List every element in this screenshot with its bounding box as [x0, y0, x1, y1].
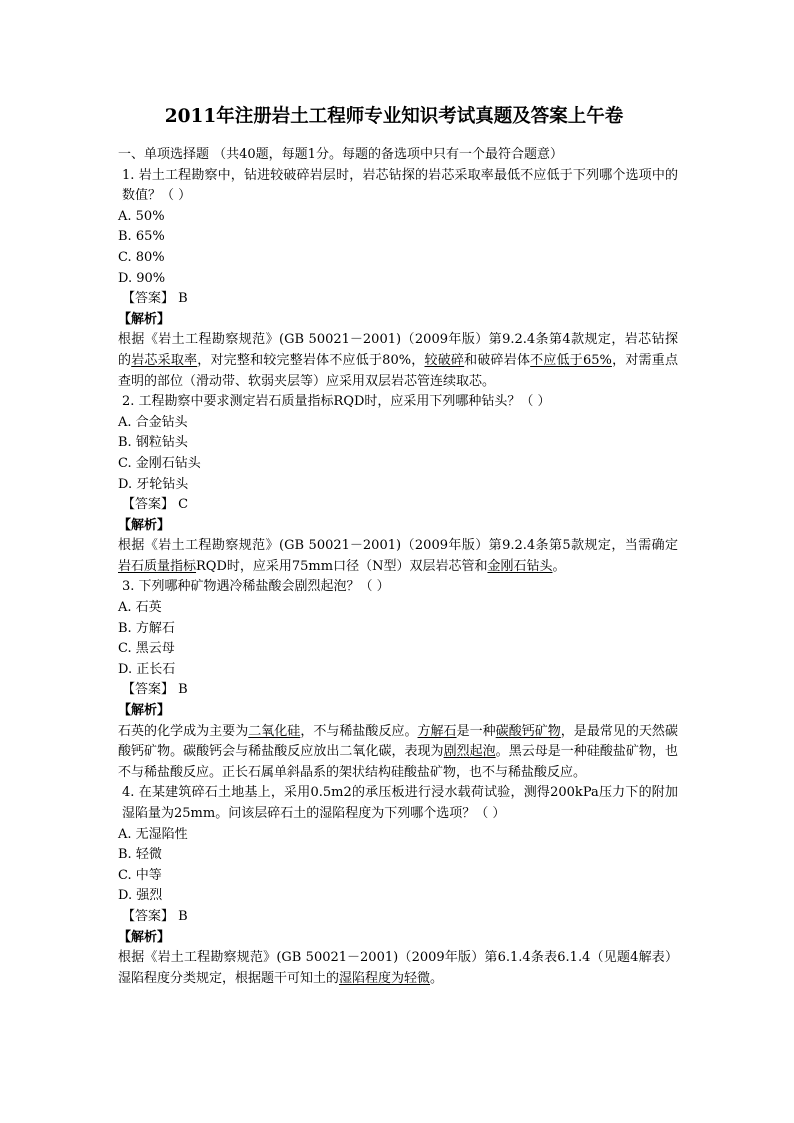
underlined-keyword: 剧烈起泡	[443, 744, 496, 760]
analysis-segment: 。黑云母是一种硅酸盐矿物，也不与稀盐酸反应。正长石属单斜晶系的架状结构硅酸盐矿物，也不与稀盐酸反应。	[118, 744, 678, 780]
underlined-keyword: 碳酸钙矿物	[495, 723, 561, 739]
section-heading: 一、单项选择题 （共40题，每题1分。每题的备选项中只有一个最符合题意）	[118, 147, 563, 162]
answer-option: A. 50%	[118, 208, 165, 224]
answer-key: 【答案】 B	[122, 682, 188, 698]
analysis-segment: ，对需重点查明的部位（滑动带、软弱夹层等）应采用双层岩芯管连续取芯。	[118, 352, 678, 389]
analysis-text	[118, 948, 678, 989]
answer-option: A. 石英	[118, 600, 162, 616]
answer-option: D. 正长石	[118, 661, 176, 677]
question-stem: 1. 岩土工程勘察中，钻进较破碎岩层时，岩芯钻探的岩芯采取率最低不应低于下列哪个选项中的数值？（ ）	[122, 167, 678, 204]
underlined-keyword: 金刚石钻头	[487, 558, 553, 574]
analysis-segment: 。	[430, 970, 444, 986]
underlined-keyword: 较破碎	[424, 352, 465, 368]
answer-option: C. 80%	[118, 249, 165, 265]
answer-option: D. 强烈	[118, 888, 163, 904]
question-stem: 2. 工程勘察中要求测定岩石质量指标RQD时，应采用下列哪种钻头？（ ）	[122, 394, 551, 410]
answer-option: A. 合金钻头	[118, 414, 188, 430]
answer-key: 【答案】 B	[122, 908, 188, 924]
answer-option: C. 金刚石钻头	[118, 455, 201, 471]
question-list	[118, 166, 678, 990]
question-stem: 3. 下列哪种矿物遇冷稀盐酸会剧烈起泡？（ ）	[122, 579, 390, 595]
analysis-label: 【解析】	[118, 517, 171, 533]
analysis-label: 【解析】	[118, 311, 171, 327]
analysis-segment: 石英的化学成为主要为	[118, 723, 249, 739]
answer-option: B. 轻微	[118, 847, 162, 863]
question-block	[118, 783, 678, 989]
document-page	[118, 104, 678, 989]
answer-option: A. 无湿陷性	[118, 826, 188, 842]
answer-option: B. 钢粒钻头	[118, 435, 188, 451]
answer-option: C. 中等	[118, 867, 162, 883]
analysis-text	[118, 722, 678, 784]
answer-key: 【答案】 B	[122, 291, 188, 307]
analysis-text	[118, 536, 678, 577]
answer-option: B. 65%	[118, 229, 165, 245]
underlined-keyword: 不应低于65%	[530, 352, 612, 368]
answer-key: 【答案】 C	[122, 497, 189, 513]
answer-option: D. 牙轮钻头	[118, 476, 189, 492]
question-block	[118, 577, 678, 783]
analysis-segment: RQD时，应采用75mm口径（N型）双层岩芯管和	[196, 558, 488, 574]
answer-option: C. 黑云母	[118, 641, 175, 657]
analysis-segment: 根据《岩土工程勘察规范》(GB 50021－2001)（2009年版）第6.1.4条表6.1.4（见题4解表）湿陷程度分类规定，根据题干可知土的	[118, 950, 678, 986]
page-title: 2011年注册岩土工程师专业知识考试真题及答案上午卷	[164, 106, 624, 127]
analysis-label: 【解析】	[118, 703, 171, 719]
question-block	[118, 166, 678, 393]
question-block	[118, 392, 678, 577]
analysis-segment: ，是最常见的天然碳酸钙矿物。碳酸钙会与稀盐酸反应放出二氧化碳，表现为	[118, 723, 678, 760]
analysis-text	[118, 330, 678, 392]
analysis-segment: 根据《岩土工程勘察规范》(GB 50021－2001)（2009年版）第9.2.4条第4款规定，岩芯钻探的	[118, 332, 678, 368]
analysis-segment: 是一种	[456, 723, 496, 739]
analysis-segment: 根据《岩土工程勘察规范》(GB 50021－2001)（2009年版）第9.2.4条第5款规定，当需确定	[118, 538, 678, 554]
question-stem: 4. 在某建筑碎石土地基上，采用0.5m2的承压板进行浸水载荷试验，测得200kPa压力下的附加湿陷量为25mm。问该层碎石土的湿陷程度为下列哪个选项？（ ）	[122, 785, 678, 821]
answer-option: B. 方解石	[118, 620, 175, 636]
analysis-segment: ，不与稀盐酸反应。	[300, 723, 418, 739]
analysis-segment: ，对完整和较完整岩体不应低于80%，	[197, 352, 425, 368]
answer-option: D. 90%	[118, 270, 166, 286]
analysis-segment: 。	[552, 558, 566, 574]
underlined-keyword: 岩芯采取率	[131, 352, 198, 368]
analysis-segment: 和破碎岩体	[464, 352, 531, 368]
underlined-keyword: 二氧化硅	[248, 723, 301, 739]
underlined-keyword: 方解石	[417, 723, 457, 739]
underlined-keyword: 岩石质量指标	[118, 558, 197, 574]
underlined-keyword: 湿陷程度为轻微	[339, 970, 431, 986]
analysis-label: 【解析】	[118, 929, 171, 945]
